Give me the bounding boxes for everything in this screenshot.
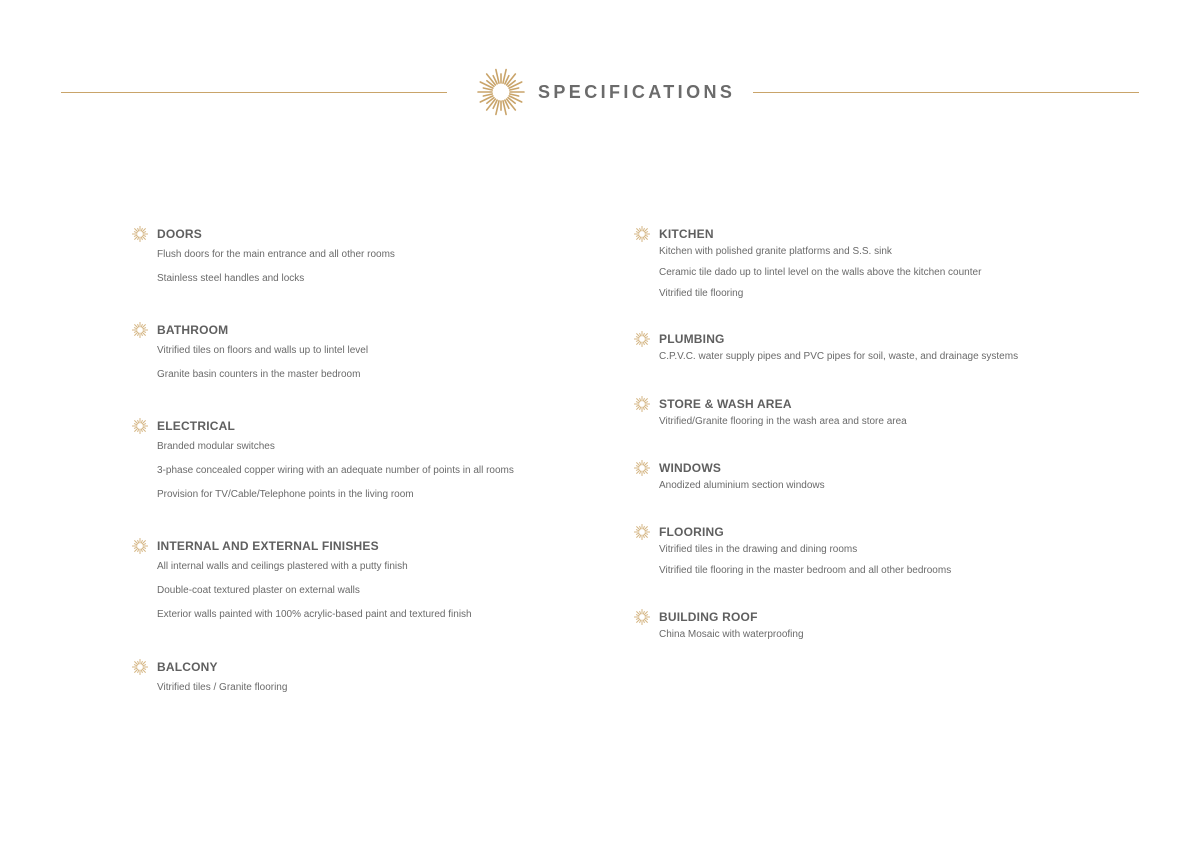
- page-title: SPECIFICATIONS: [538, 82, 736, 102]
- sunburst-bullet-icon: [634, 524, 650, 540]
- spec-item-list: [659, 543, 951, 585]
- sunburst-bullet-icon: [634, 396, 650, 412]
- spec-item: Vitrified tile flooring: [659, 288, 744, 299]
- spec-item-list: [157, 248, 395, 296]
- spec-item-list: [157, 440, 514, 512]
- spec-section-title: PLUMBING: [659, 332, 725, 346]
- spec-section-title: BATHROOM: [157, 323, 229, 337]
- spec-item-list: [659, 415, 907, 436]
- spec-section-title: KITCHEN: [659, 227, 714, 241]
- sunburst-bullet-icon: [634, 609, 650, 625]
- spec-section-title: WINDOWS: [659, 461, 722, 475]
- sunburst-bullet-icon: [634, 460, 650, 476]
- spec-section-title: BUILDING ROOF: [659, 610, 758, 624]
- spec-item-list: [157, 681, 287, 705]
- sunburst-bullet-icon: [132, 322, 148, 338]
- spec-item: Ceramic tile dado up to lintel level on the walls above the kitchen counter: [659, 267, 982, 278]
- spec-item: Double-coat textured plaster on external walls: [157, 585, 360, 596]
- spec-item-list: [659, 245, 981, 308]
- spec-section-title: ELECTRICAL: [157, 419, 235, 433]
- spec-section-title: INTERNAL AND EXTERNAL FINISHES: [157, 539, 379, 553]
- header-rule-left: [61, 92, 447, 93]
- spec-item: C.P.V.C. water supply pipes and PVC pipes for soil, waste, and drainage systems: [659, 351, 1019, 362]
- spec-item-list: [659, 350, 1018, 371]
- spec-section-title: BALCONY: [157, 660, 218, 674]
- sunburst-bullet-icon: [132, 659, 148, 675]
- spec-section-title: DOORS: [157, 227, 203, 241]
- sunburst-bullet-icon: [132, 418, 148, 434]
- spec-section-title: STORE & WASH AREA: [659, 397, 792, 411]
- sunburst-bullet-icon: [634, 331, 650, 347]
- spec-item: Granite basin counters in the master bedroom: [157, 369, 361, 380]
- spec-item: Branded modular switches: [157, 441, 275, 452]
- spec-item: Provision for TV/Cable/Telephone points in the living room: [157, 489, 414, 500]
- spec-item: Vitrified tiles in the drawing and dining rooms: [659, 544, 858, 555]
- spec-item: Vitrified/Granite flooring in the wash area and store area: [659, 416, 907, 427]
- spec-item: All internal walls and ceilings plastered with a putty finish: [157, 561, 408, 572]
- spec-item: 3-phase concealed copper wiring with an adequate number of points in all rooms: [157, 465, 514, 476]
- sunburst-bullet-icon: [132, 226, 148, 242]
- spec-item-list: [157, 560, 472, 632]
- spec-item: Vitrified tiles / Granite flooring: [157, 682, 288, 693]
- spec-item: Anodized aluminium section windows: [659, 480, 825, 491]
- spec-item: China Mosaic with waterproofing: [659, 629, 804, 640]
- spec-item: Stainless steel handles and locks: [157, 273, 305, 284]
- sunburst-bullet-icon: [634, 226, 650, 242]
- spec-item: Flush doors for the main entrance and all other rooms: [157, 249, 395, 260]
- spec-item: Kitchen with polished granite platforms and S.S. sink: [659, 246, 892, 257]
- spec-item-list: [157, 344, 368, 392]
- spec-item: Exterior walls painted with 100% acrylic-based paint and textured finish: [157, 609, 472, 620]
- spec-item: Vitrified tiles on floors and walls up to lintel level: [157, 345, 369, 356]
- sunburst-bullet-icon: [132, 538, 148, 554]
- spec-item: Vitrified tile flooring in the master bedroom and all other bedrooms: [659, 565, 952, 576]
- header-rule-right: [753, 92, 1139, 93]
- spec-section-title: FLOORING: [659, 525, 724, 539]
- sunburst-icon: [477, 68, 525, 116]
- spec-item-list: [659, 479, 825, 500]
- spec-item-list: [659, 628, 804, 649]
